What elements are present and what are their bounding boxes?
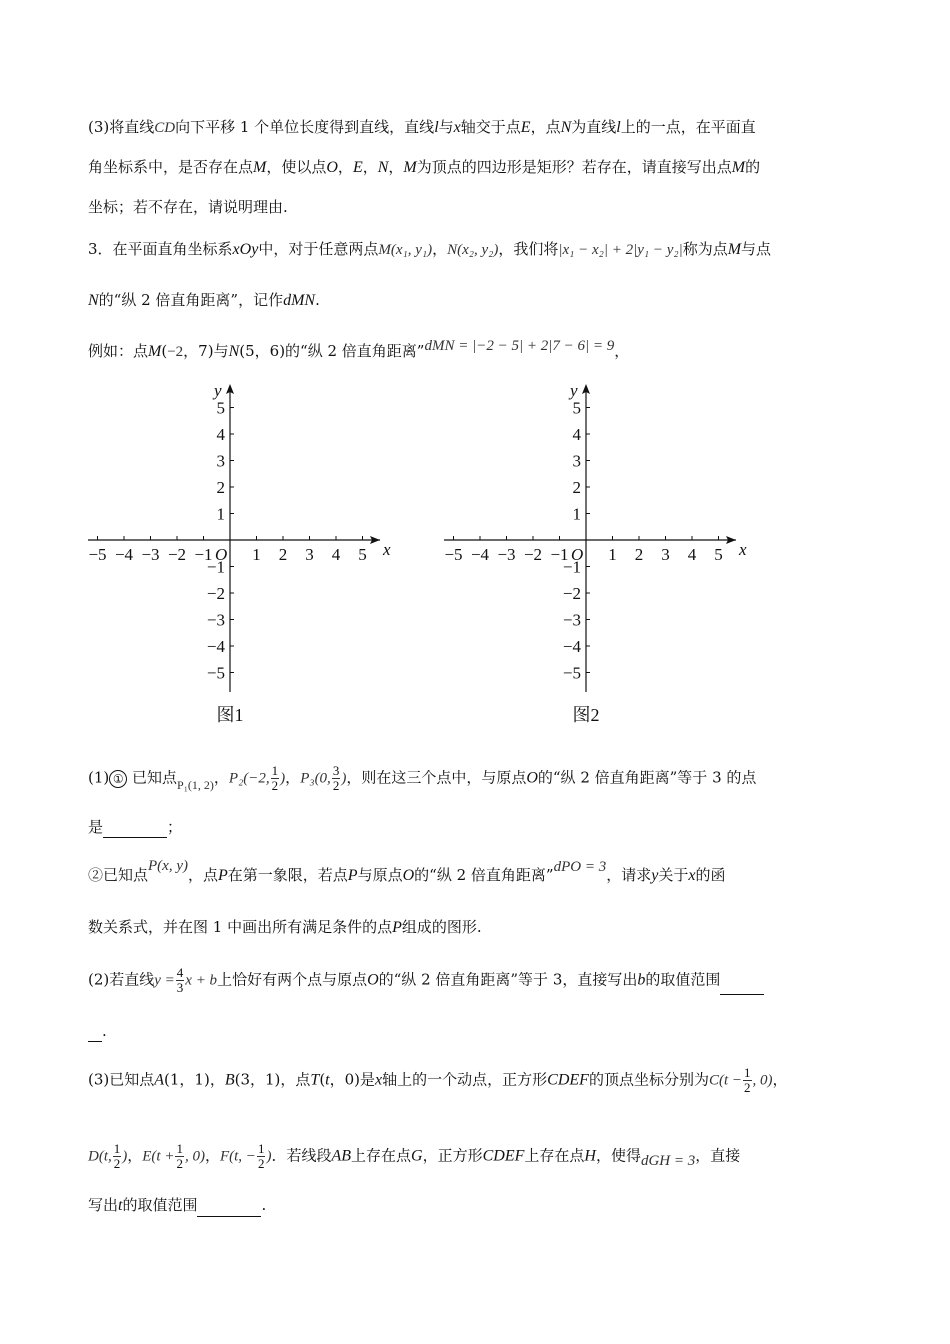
fraction-one-half: $\frac{1}{2}$ xyxy=(176,1141,183,1171)
x-axis-label: x xyxy=(739,540,747,559)
coordinate-plane-figure-1 xyxy=(80,376,400,732)
q3-intro-line1: 3．在平面直角坐标系xOy中，对于任意两点M(x₁, y₁)，N(x₂, y₂)，我们将|x₁ − x₂| + 2|y₁ − y₂|称为点M与点 xyxy=(88,240,772,258)
x-tick-label: 2 xyxy=(278,545,288,564)
coordinate-plane-figure-2 xyxy=(436,376,756,732)
part3-line3: 写出t的取值范围 . xyxy=(88,1194,266,1217)
y-axis-label: y xyxy=(214,381,222,400)
x-tick-label: −1 xyxy=(550,545,569,564)
part3-line2: D(t, $\frac{1}{2}$ )，E(t + $\frac{1}{2}$ , 0)，F(t, − $\frac{1}{2}$ )．若线段AB上存在点G，正方形CDEF上存在点H，使得dGH = 3，直接 xyxy=(88,1141,741,1171)
part1-a-line2: 是 ； xyxy=(88,818,183,836)
y-tick-label: 5 xyxy=(216,398,225,418)
origin-label: O xyxy=(571,545,584,564)
x-tick-label: 5 xyxy=(714,545,723,564)
fraction-one-half: $\frac{1}{2}$ xyxy=(113,1141,121,1171)
x-tick-label: 5 xyxy=(358,545,367,564)
x-tick-label: 1 xyxy=(608,545,617,564)
x-tick-label: 3 xyxy=(305,545,314,564)
fraction-three-halves: $\frac{3}{2}$ xyxy=(332,763,340,793)
answer-blank[interactable] xyxy=(103,821,167,838)
y-tick-label: 3 xyxy=(572,451,581,471)
circled-number-1: ① xyxy=(109,770,127,788)
figure-caption: 图1 xyxy=(216,705,244,725)
y-tick-label: −5 xyxy=(562,663,581,683)
x-tick-label: 3 xyxy=(661,545,670,564)
x-tick-label: −1 xyxy=(194,545,213,564)
answer-blank[interactable] xyxy=(720,978,764,995)
y-tick-label: −1 xyxy=(206,557,225,577)
y-axis-label: y xyxy=(570,381,578,400)
y-tick-label: 3 xyxy=(216,451,225,471)
x-tick-label: 4 xyxy=(331,545,341,564)
answer-blank[interactable] xyxy=(197,1200,261,1217)
part3-line1: (3)已知点A(1，1)，B(3，1)，点T(t，0)是x轴上的一个动点，正方形CDEF的顶点坐标分别为C(t − $\frac{1}{2}$ , 0)， xyxy=(88,1065,788,1095)
fraction-one-half: $\frac{1}{2}$ xyxy=(257,1141,265,1171)
y-tick-label: 1 xyxy=(572,504,581,524)
x-axis-label: x xyxy=(383,540,391,559)
y-tick-label: 5 xyxy=(572,398,581,418)
x-tick-label: 4 xyxy=(687,545,697,564)
part1-b-line2: 数关系式，并在图 1 中画出所有满足条件的点P组成的图形. xyxy=(88,918,482,936)
x-tick-label: −3 xyxy=(141,545,160,564)
y-tick-label: −2 xyxy=(562,584,581,603)
prev-part3-line3: 坐标；若不存在，请说明理由. xyxy=(88,198,288,216)
y-tick-label: 1 xyxy=(216,504,225,524)
x-tick-label: −4 xyxy=(470,545,490,564)
answer-blank-continued[interactable] xyxy=(88,1025,102,1042)
q3-intro-line2: N的“纵 2 倍直角距离”，记作dMN. xyxy=(88,291,320,309)
y-tick-label: −4 xyxy=(562,637,581,656)
x-tick-label: −4 xyxy=(114,545,134,564)
part1-a-line1: (1) ① 已知点$_{P_1(1, 2)}$，P₂(−2, $\frac{1}{2}$ )，P₃(0, $\frac{3}{2}$ )，则在这三个点中，与原点O的“纵 2 倍直角距离”等于 3 的点 xyxy=(88,763,757,793)
y-tick-label: 4 xyxy=(216,425,225,444)
part2-line2: . xyxy=(88,1020,107,1042)
x-tick-label: 2 xyxy=(634,545,644,564)
part2-line1: (2)若直线y = $\frac{4}{3}$ x + b上恰好有两个点与原点O的“纵 2 倍直角距离”等于 3，直接写出b的取值范围 xyxy=(88,966,764,995)
x-tick-label: −3 xyxy=(497,545,516,564)
fraction-one-half: $\frac{1}{2}$ xyxy=(744,1065,751,1095)
y-tick-label: −5 xyxy=(206,663,225,683)
x-tick-label: −2 xyxy=(167,545,187,564)
figure-caption: 图2 xyxy=(572,705,600,725)
y-tick-label: 2 xyxy=(572,478,581,497)
origin-label: O xyxy=(215,545,228,564)
x-tick-label: −5 xyxy=(88,545,107,564)
y-tick-label: −3 xyxy=(562,610,581,630)
q3-example: 例如：点M(−2，7)与N(5，6)的“纵 2 倍直角距离”dMN = |−2 − 5| + 2|7 − 6| = 9， xyxy=(88,338,630,360)
y-tick-label: −3 xyxy=(206,610,225,630)
fraction-one-half: $\frac{1}{2}$ xyxy=(271,763,279,793)
x-tick-label: −2 xyxy=(523,545,543,564)
x-tick-label: −5 xyxy=(444,545,463,564)
y-tick-label: 4 xyxy=(572,425,581,444)
prev-part3-line2: 角坐标系中，是否存在点M，使以点O，E，N，M为顶点的四边形是矩形？若存在，请直接写出点M的 xyxy=(88,158,761,176)
prev-part3-line1: (3)将直线CD向下平移 1 个单位长度得到直线，直线l与x轴交于点E，点N为直线l上的一点，在平面直 xyxy=(88,118,756,136)
fraction-four-thirds: $\frac{4}{3}$ xyxy=(176,965,184,995)
y-tick-label: 2 xyxy=(216,478,225,497)
y-tick-label: −2 xyxy=(206,584,225,603)
y-tick-label: −4 xyxy=(206,637,225,656)
y-tick-label: −1 xyxy=(562,557,581,577)
part1-b-line1: ②已知点P(x, y)，点P在第一象限，若点P与原点O的“纵 2 倍直角距离”dPO = 3，请求y关于x的函 xyxy=(88,858,726,884)
x-tick-label: 1 xyxy=(252,545,261,564)
